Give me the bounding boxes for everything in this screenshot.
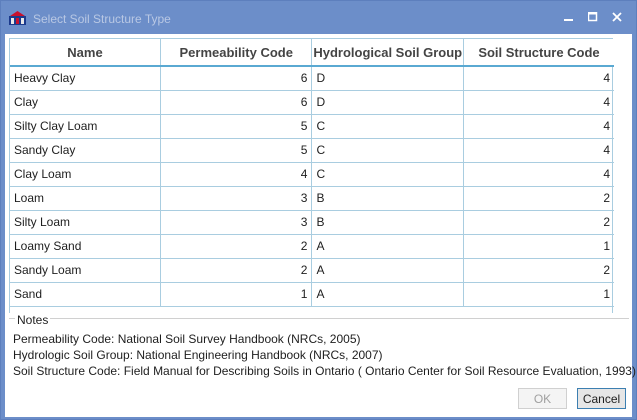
cell-hydrological-soil-group: A <box>312 234 464 258</box>
title-bar[interactable] <box>1 1 636 34</box>
cell-permeability-code: 3 <box>160 186 312 210</box>
window-title: Select Soil Structure Type <box>33 12 171 26</box>
note-soil-structure-code: Soil Structure Code: Field Manual for Describing Soils in Ontario ( Ontario Center for Soil Resource Evaluation, 1993) <box>13 364 636 378</box>
cell-permeability-code: 2 <box>160 234 312 258</box>
cell-permeability-code: 1 <box>160 282 312 306</box>
table-row[interactable] <box>10 282 614 306</box>
cell-permeability-code: 3 <box>160 210 312 234</box>
cell-soil-structure-code: 2 <box>463 258 614 282</box>
cell-soil-structure-code: 4 <box>463 114 614 138</box>
cell-hydrological-soil-group: D <box>312 66 464 90</box>
notes-title: Notes <box>17 313 49 327</box>
soil-structure-table <box>10 39 614 307</box>
cell-hydrological-soil-group: B <box>312 186 464 210</box>
cell-soil-structure-code: 2 <box>463 210 614 234</box>
soil-structure-grid[interactable] <box>9 38 613 313</box>
column-header-permeability-code[interactable]: Permeability Code <box>160 39 312 66</box>
cell-hydrological-soil-group: C <box>312 162 464 186</box>
column-header-name[interactable]: Name <box>10 39 160 66</box>
cell-hydrological-soil-group: A <box>312 282 464 306</box>
grid-header-row <box>10 39 614 66</box>
app-logo-icon <box>8 10 27 26</box>
close-icon <box>612 12 622 22</box>
cell-name: Loam <box>10 186 160 210</box>
cell-permeability-code: 6 <box>160 90 312 114</box>
column-header-soil-structure-code[interactable]: Soil Structure Code <box>463 39 614 66</box>
cell-soil-structure-code: 1 <box>463 234 614 258</box>
cell-hydrological-soil-group: B <box>312 210 464 234</box>
minimize-icon <box>564 12 574 22</box>
note-permeability-code: Permeability Code: National Soil Survey Handbook (NRCs, 2005) <box>13 332 361 346</box>
cancel-button[interactable]: Cancel <box>577 388 626 409</box>
cell-soil-structure-code: 4 <box>463 162 614 186</box>
cell-name: Loamy Sand <box>10 234 160 258</box>
cell-hydrological-soil-group: D <box>312 90 464 114</box>
table-row[interactable] <box>10 210 614 234</box>
table-row[interactable] <box>10 114 614 138</box>
dialog-content <box>5 34 636 417</box>
cell-name: Silty Loam <box>10 210 160 234</box>
cell-soil-structure-code: 4 <box>463 66 614 90</box>
table-row[interactable] <box>10 186 614 210</box>
note-hydrologic-soil-group: Hydrologic Soil Group: National Engineering Handbook (NRCs, 2007) <box>13 348 383 362</box>
cell-hydrological-soil-group: A <box>312 258 464 282</box>
column-header-hydrological-soil-group[interactable]: Hydrological Soil Group <box>312 39 464 66</box>
table-row[interactable] <box>10 90 614 114</box>
table-row[interactable] <box>10 138 614 162</box>
cell-name: Clay <box>10 90 160 114</box>
cell-name: Clay Loam <box>10 162 160 186</box>
cell-permeability-code: 2 <box>160 258 312 282</box>
cell-soil-structure-code: 1 <box>463 282 614 306</box>
cell-hydrological-soil-group: C <box>312 138 464 162</box>
close-button[interactable] <box>605 7 629 27</box>
table-row[interactable] <box>10 234 614 258</box>
cell-name: Heavy Clay <box>10 66 160 90</box>
cell-permeability-code: 5 <box>160 114 312 138</box>
cell-soil-structure-code: 4 <box>463 138 614 162</box>
table-row[interactable] <box>10 66 614 90</box>
maximize-button[interactable] <box>581 7 605 27</box>
cell-name: Silty Clay Loam <box>10 114 160 138</box>
notes-groupbox <box>9 313 636 381</box>
minimize-button[interactable] <box>557 7 581 27</box>
maximize-icon <box>588 12 598 22</box>
table-row[interactable] <box>10 162 614 186</box>
cell-hydrological-soil-group: C <box>312 114 464 138</box>
cell-name: Sand <box>10 282 160 306</box>
cell-permeability-code: 6 <box>160 66 312 90</box>
cell-soil-structure-code: 4 <box>463 90 614 114</box>
cell-soil-structure-code: 2 <box>463 186 614 210</box>
cell-name: Sandy Loam <box>10 258 160 282</box>
cell-permeability-code: 5 <box>160 138 312 162</box>
cell-name: Sandy Clay <box>10 138 160 162</box>
table-row[interactable] <box>10 258 614 282</box>
ok-button[interactable]: OK <box>518 388 567 409</box>
cell-permeability-code: 4 <box>160 162 312 186</box>
